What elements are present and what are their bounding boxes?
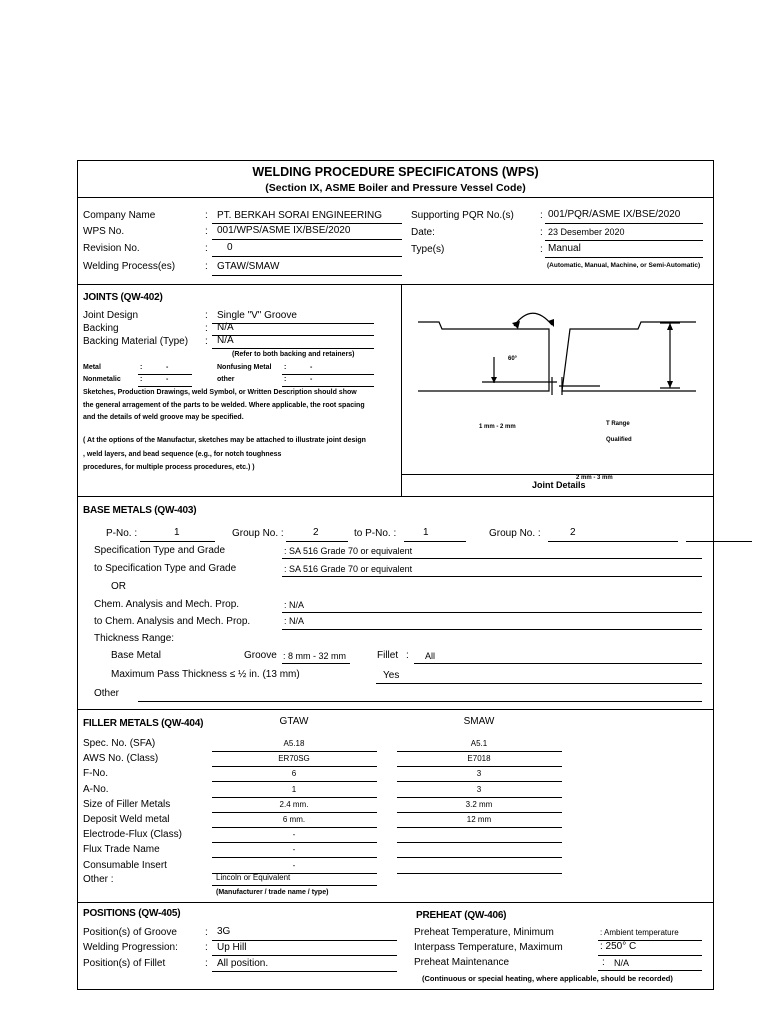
group-label: Group No. : [232, 528, 284, 539]
filler-row-smaw: 12 mm [466, 815, 492, 824]
base-metal-label: Base Metal [111, 650, 162, 661]
max-pass-label: Maximum Pass Thickness ≤ ½ in. (13 mm) [111, 669, 300, 680]
colon: : [140, 376, 143, 383]
filler-row-smaw: 3.2 mm [465, 799, 493, 809]
page-subtitle: (Section IX, ASME Boiler and Pressure Vessel Code) [265, 182, 526, 194]
colon: : [205, 261, 208, 272]
underline [282, 629, 702, 630]
underline [282, 386, 374, 387]
underline [138, 374, 192, 375]
filler-metals-title: FILLER METALS (QW-404) [83, 718, 204, 729]
filler-row-gtaw: - [292, 830, 296, 840]
chem-value: : N/A [284, 600, 305, 610]
type-note: (Automatic, Manual, Machine, or Semi-Automatic) [547, 262, 701, 269]
underline [212, 885, 377, 886]
colon: : [205, 226, 208, 237]
underline [140, 541, 215, 542]
qualified-label: Qualified [606, 437, 632, 443]
refer-note: (Refer to both backing and retainers) [232, 351, 355, 358]
joint-detail-diagram [402, 285, 714, 475]
underline [212, 971, 397, 972]
sketch-note-line1: Sketches, Production Drawings, weld Symbol, or Written Description should show [83, 389, 357, 396]
underline [212, 940, 397, 941]
filler-row-label: Electrode-Flux (Class) [83, 829, 182, 841]
backing-material-value: N/A [217, 335, 234, 346]
underline [282, 576, 702, 577]
colon: : [205, 958, 208, 969]
underline [212, 827, 377, 828]
underline [598, 970, 702, 971]
filler-row-gtaw: - [292, 845, 296, 855]
colon: : [540, 244, 543, 255]
or-label: OR [111, 581, 126, 592]
joint-details-caption: Joint Details [532, 480, 586, 490]
colon: : [284, 364, 287, 371]
pqr-value: 001/PQR/ASME IX/BSE/2020 [548, 209, 681, 220]
underline [138, 386, 192, 387]
company-name-label: Company Name [83, 210, 156, 221]
filler-row-label: F-No. [83, 768, 108, 780]
underline [212, 335, 374, 336]
gtaw-column-header: GTAW [279, 716, 309, 727]
filler-row-smaw: 3 [476, 784, 482, 794]
underline [397, 766, 562, 767]
to-spec-label: to Specification Type and Grade [94, 563, 237, 574]
progression-value: Up Hill [217, 942, 247, 953]
filler-row-label: Size of Filler Metals [83, 798, 171, 810]
underline [397, 797, 562, 798]
underline [212, 256, 402, 257]
nonmetalic-label: Nonmetalic [83, 376, 121, 383]
underline [282, 663, 350, 664]
filler-row-smaw: A5.1 [470, 739, 488, 748]
max-pass-value: Yes [383, 670, 400, 681]
underline [212, 812, 377, 813]
underline [397, 827, 562, 828]
underline [212, 857, 377, 858]
nonfusing-label: Nonfusing Metal [217, 364, 272, 371]
underline [376, 683, 702, 684]
interpass-label: Interpass Temperature, Maximum [414, 942, 563, 953]
to-chem-value: : N/A [284, 616, 305, 626]
underline [212, 842, 377, 843]
progression-label: Welding Progression: [83, 942, 178, 953]
other-value: - [310, 376, 313, 383]
underline [397, 751, 562, 752]
underline [282, 612, 702, 613]
filler-row-label: Deposit Weld metal [83, 814, 170, 825]
wps-no-value: 001/WPS/ASME IX/BSE/2020 [217, 225, 351, 236]
t-range-label: T Range [606, 421, 630, 427]
filler-row-label: Spec. No. (SFA) [83, 738, 156, 749]
date-value: 23 Desember 2020 [548, 227, 625, 237]
positions-title: POSITIONS (QW-405) [83, 908, 181, 919]
interpass-value: : 250° C [600, 941, 637, 952]
metal-value: - [166, 364, 169, 371]
underline [212, 797, 377, 798]
divider-header [77, 197, 714, 198]
preheat-maint-value: N/A [614, 958, 630, 968]
underline [282, 374, 374, 375]
type-label: Type(s) [411, 244, 445, 255]
filler-other-value: Lincoln or Equivalent [216, 873, 291, 882]
underline [598, 955, 702, 956]
preheat-title: PREHEAT (QW-406) [416, 910, 507, 921]
underline [397, 857, 562, 858]
colon: : [205, 336, 208, 347]
chem-label: Chem. Analysis and Mech. Prop. [94, 599, 240, 610]
filler-row-label: Consumable Insert [83, 859, 167, 871]
other-label: Other [94, 688, 120, 699]
preheat-min-value: : Ambient temperature [600, 928, 679, 937]
thickness-label: Thickness Range: [94, 633, 175, 644]
welding-process-label: Welding Process(es) [83, 261, 176, 272]
underline [545, 223, 703, 224]
smaw-column-header: SMAW [463, 716, 495, 727]
colon: : [205, 323, 208, 334]
underline [397, 842, 562, 843]
divider-joints [77, 496, 714, 497]
filler-row-label: A-No. [83, 783, 109, 795]
to-chem-label: to Chem. Analysis and Mech. Prop. [94, 616, 251, 627]
underline [212, 955, 397, 956]
filler-row-label: AWS No. (Class) [83, 753, 159, 765]
to-spec-value: : SA 516 Grade 70 or equivalent [284, 564, 413, 574]
nonmetalic-value: - [166, 376, 169, 383]
underline [286, 541, 348, 542]
colon: : [205, 942, 208, 953]
arc-arrow-left [512, 321, 520, 329]
colon: : [284, 376, 287, 383]
angle-label: 60° [508, 356, 518, 362]
page-title: WELDING PROCEDURE SPECIFICATONS (WPS) [252, 165, 539, 179]
filler-row-smaw: 3 [476, 769, 482, 779]
colon: : [540, 227, 543, 238]
sketch-note-line2: the general arragement of the parts to be welded. Where applicable, the root spacing [83, 402, 365, 409]
underline [282, 558, 702, 559]
other-label: other [217, 376, 235, 383]
underline [212, 348, 374, 349]
fillet-position-value: All position. [217, 958, 269, 969]
filler-other-label: Other : [83, 874, 114, 885]
spec-value: : SA 516 Grade 70 or equivalent [284, 546, 413, 556]
nonfusing-value: - [310, 364, 313, 371]
to-pno-value: 1 [423, 527, 429, 538]
date-label: Date: [411, 227, 435, 238]
colon: : [406, 650, 409, 661]
underline [138, 701, 702, 702]
colon: : [205, 310, 208, 321]
underline [548, 541, 678, 542]
colon: : [205, 210, 208, 221]
filler-row-gtaw: 1 [291, 784, 297, 794]
pno-label: P-No. : [106, 528, 138, 539]
group2-value: 2 [570, 527, 576, 538]
preheat-min-label: Preheat Temperature, Minimum [414, 927, 554, 938]
joint-design-value: Single "V" Groove [217, 310, 297, 321]
to-pno-label: to P-No. : [354, 528, 397, 539]
joint-design-label: Joint Design [83, 310, 139, 321]
underline [212, 275, 402, 276]
underline [212, 323, 374, 324]
option-note-line1: ( At the options of the Manufactur, sketches may be attached to illustrate joint design [83, 437, 366, 444]
option-note-line2: , weld layers, and bead sequence (e.g., for notch toughness [83, 451, 282, 458]
filler-row-gtaw: ER70SG [278, 754, 310, 764]
filler-row-gtaw: 2.4 mm. [279, 799, 309, 809]
backing-material-label: Backing Material (Type) [83, 336, 189, 347]
filler-row-smaw: E7018 [467, 754, 491, 764]
group2-label: Group No. : [489, 528, 541, 539]
underline [545, 240, 703, 241]
fillet-label: Fillet [377, 650, 399, 661]
filler-row-gtaw: - [292, 860, 296, 870]
divider-filler-metals [77, 902, 714, 903]
arc-arrow-right [548, 319, 554, 327]
fillet-position-label: Position(s) of Fillet [83, 958, 166, 969]
pno-value: 1 [174, 527, 180, 538]
underline [404, 541, 466, 542]
left-plate-outline [418, 322, 549, 391]
groove-position-value: 3G [217, 926, 231, 937]
filler-row-label: Flux Trade Name [83, 844, 160, 856]
preheat-note: (Continuous or special heating, where applicable, should be recorded) [422, 974, 673, 983]
groove-position-label: Position(s) of Groove [83, 927, 177, 938]
right-plate-outline [562, 322, 696, 391]
angle-arc [514, 313, 552, 326]
underline [212, 781, 377, 782]
wps-no-label: WPS No. [83, 226, 125, 237]
filler-row-gtaw: 6 mm. [282, 815, 306, 824]
root-gap-label-caption: 2 mm - 3 mm [576, 475, 613, 481]
company-name-value: PT. BERKAH SORAI ENGINEERING [217, 210, 383, 221]
groove-value: : 8 mm - 32 mm [283, 651, 347, 661]
underline [212, 766, 377, 767]
group-value: 2 [313, 527, 319, 538]
underline [212, 239, 402, 240]
joints-title: JOINTS (QW-402) [83, 292, 163, 303]
underline [397, 781, 562, 782]
thickness-arrow-top [667, 323, 673, 330]
underline [212, 223, 402, 224]
preheat-maint-label: Preheat Maintenance [414, 957, 510, 968]
sketch-note-line3: and the details of weld groove may be specified. [83, 414, 244, 421]
underline [212, 751, 377, 752]
spec-label: Specification Type and Grade [94, 545, 226, 556]
groove-label: Groove [244, 650, 277, 661]
colon: : [540, 210, 543, 221]
underline [397, 873, 562, 874]
backing-label: Backing [83, 323, 119, 334]
underline [414, 663, 702, 664]
option-note-line3: procedures, for multiple process procedures, etc.) ) [83, 464, 255, 471]
metal-label: Metal [83, 364, 101, 371]
root-face-label: 1 mm - 2 mm [479, 424, 516, 430]
underline [545, 257, 703, 258]
revision-value: 0 [227, 242, 233, 253]
underline [397, 812, 562, 813]
welding-process-value: GTAW/SMAW [217, 261, 280, 272]
type-value: Manual [548, 243, 581, 254]
backing-value: N/A [217, 322, 234, 333]
colon: : [602, 957, 605, 968]
filler-row-gtaw: 6 [291, 769, 297, 779]
base-metals-title: BASE METALS (QW-403) [83, 505, 197, 516]
revision-label: Revision No. [83, 243, 140, 254]
thickness-arrow-bottom [667, 381, 673, 388]
colon: : [205, 243, 208, 254]
underline [686, 541, 752, 542]
pqr-label: Supporting PQR No.(s) [411, 210, 514, 221]
fillet-value: All [425, 651, 436, 661]
filler-other-note: (Manufacturer / trade name / type) [216, 889, 329, 896]
colon: : [205, 927, 208, 938]
filler-row-gtaw: A5.18 [283, 739, 305, 748]
divider-base-metals [77, 709, 714, 710]
colon: : [140, 364, 143, 371]
